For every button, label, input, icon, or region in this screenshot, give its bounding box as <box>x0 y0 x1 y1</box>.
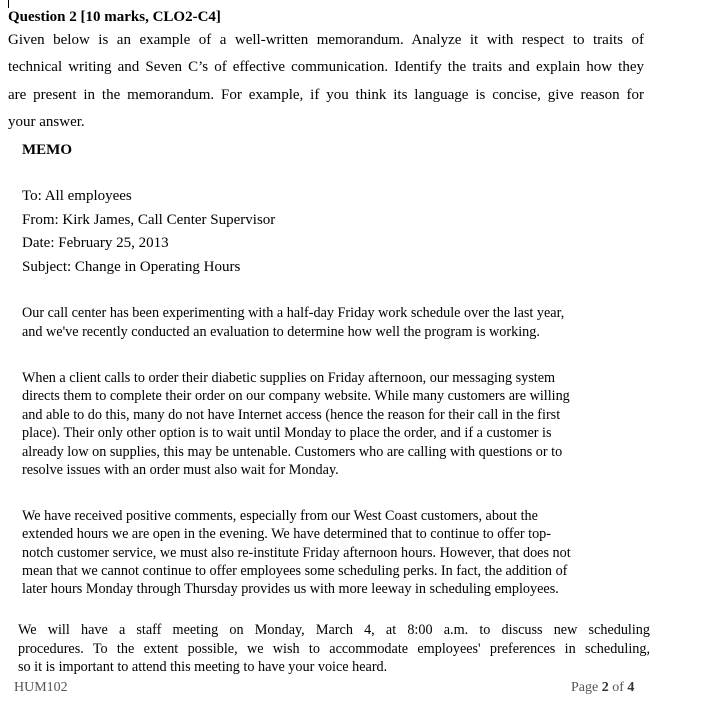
memo-from: From: Kirk James, Call Center Supervisor <box>22 212 276 228</box>
question-title: Question 2 [10 marks, CLO2-C4] <box>8 9 221 25</box>
memo-p2-line: place). Their only other option is to wait until Monday to place the order, and if a customer is <box>22 425 552 441</box>
memo-p2-line: and able to do this, many do not have Internet access (hence the reason for their call in the first <box>22 407 561 423</box>
memo-p3-line: extended hours we are open in the evening. We have determined that to continue to offer top- <box>22 526 552 542</box>
question-line-1: Given below is an example of a well-written memorandum. Analyze it with respect to traits of <box>8 32 644 48</box>
question-line-3: are present in the memorandum. For example, if you think its language is concise, give reason for <box>8 87 644 103</box>
footer-page-number <box>571 680 634 696</box>
memo-to: To: All employees <box>22 188 132 204</box>
memo-p2-line: already low on supplies, this may be untenable. Customers who are calling with questions or to <box>22 444 563 460</box>
question-line-4: your answer. <box>8 114 85 130</box>
memo-p3-line: notch customer service, we must also re-institute Friday afternoon hours. However, that does not <box>22 545 571 561</box>
question-line-2: technical writing and Seven C’s of effective communication. Identify the traits and explain how they <box>8 59 644 75</box>
memo-subject: Subject: Change in Operating Hours <box>22 259 241 275</box>
footer-course-code: HUM102 <box>14 680 68 695</box>
memo-p2-line: directs them to complete their order on our company website. While many customers are willing <box>22 388 570 404</box>
memo-date: Date: February 25, 2013 <box>22 235 169 251</box>
page-prefix: Page <box>571 680 602 695</box>
text-cursor <box>8 0 9 8</box>
memo-p1-line: Our call center has been experimenting with a half-day Friday work schedule over the last year, <box>22 305 565 321</box>
memo-p3-line: mean that we cannot continue to offer employees some scheduling perks. In fact, the addition of <box>22 563 568 579</box>
page-mid: of <box>608 680 628 695</box>
memo-title: MEMO <box>22 142 72 158</box>
memo-p2-line: When a client calls to order their diabetic supplies on Friday afternoon, our messaging system <box>22 370 556 386</box>
memo-p4-line: We will have a staff meeting on Monday, March 4, at 8:00 a.m. to discuss new scheduling <box>18 622 650 638</box>
page-total: 4 <box>627 680 635 695</box>
memo-p2-line: resolve issues with an order must also wait for Monday. <box>22 462 339 478</box>
memo-p4-line: procedures. To the extent possible, we wish to accommodate employees' preferences in scheduling, <box>18 641 650 657</box>
memo-p3-line: We have received positive comments, especially from our West Coast customers, about the <box>22 508 538 524</box>
memo-p4-line: so it is important to attend this meeting to have your voice heard. <box>18 659 388 675</box>
memo-p3-line: later hours Monday through Thursday provides us with more leeway in scheduling employees. <box>22 581 559 597</box>
memo-p1-line: and we've recently conducted an evaluation to determine how well the program is working. <box>22 324 540 340</box>
page-current: 2 <box>601 680 609 695</box>
